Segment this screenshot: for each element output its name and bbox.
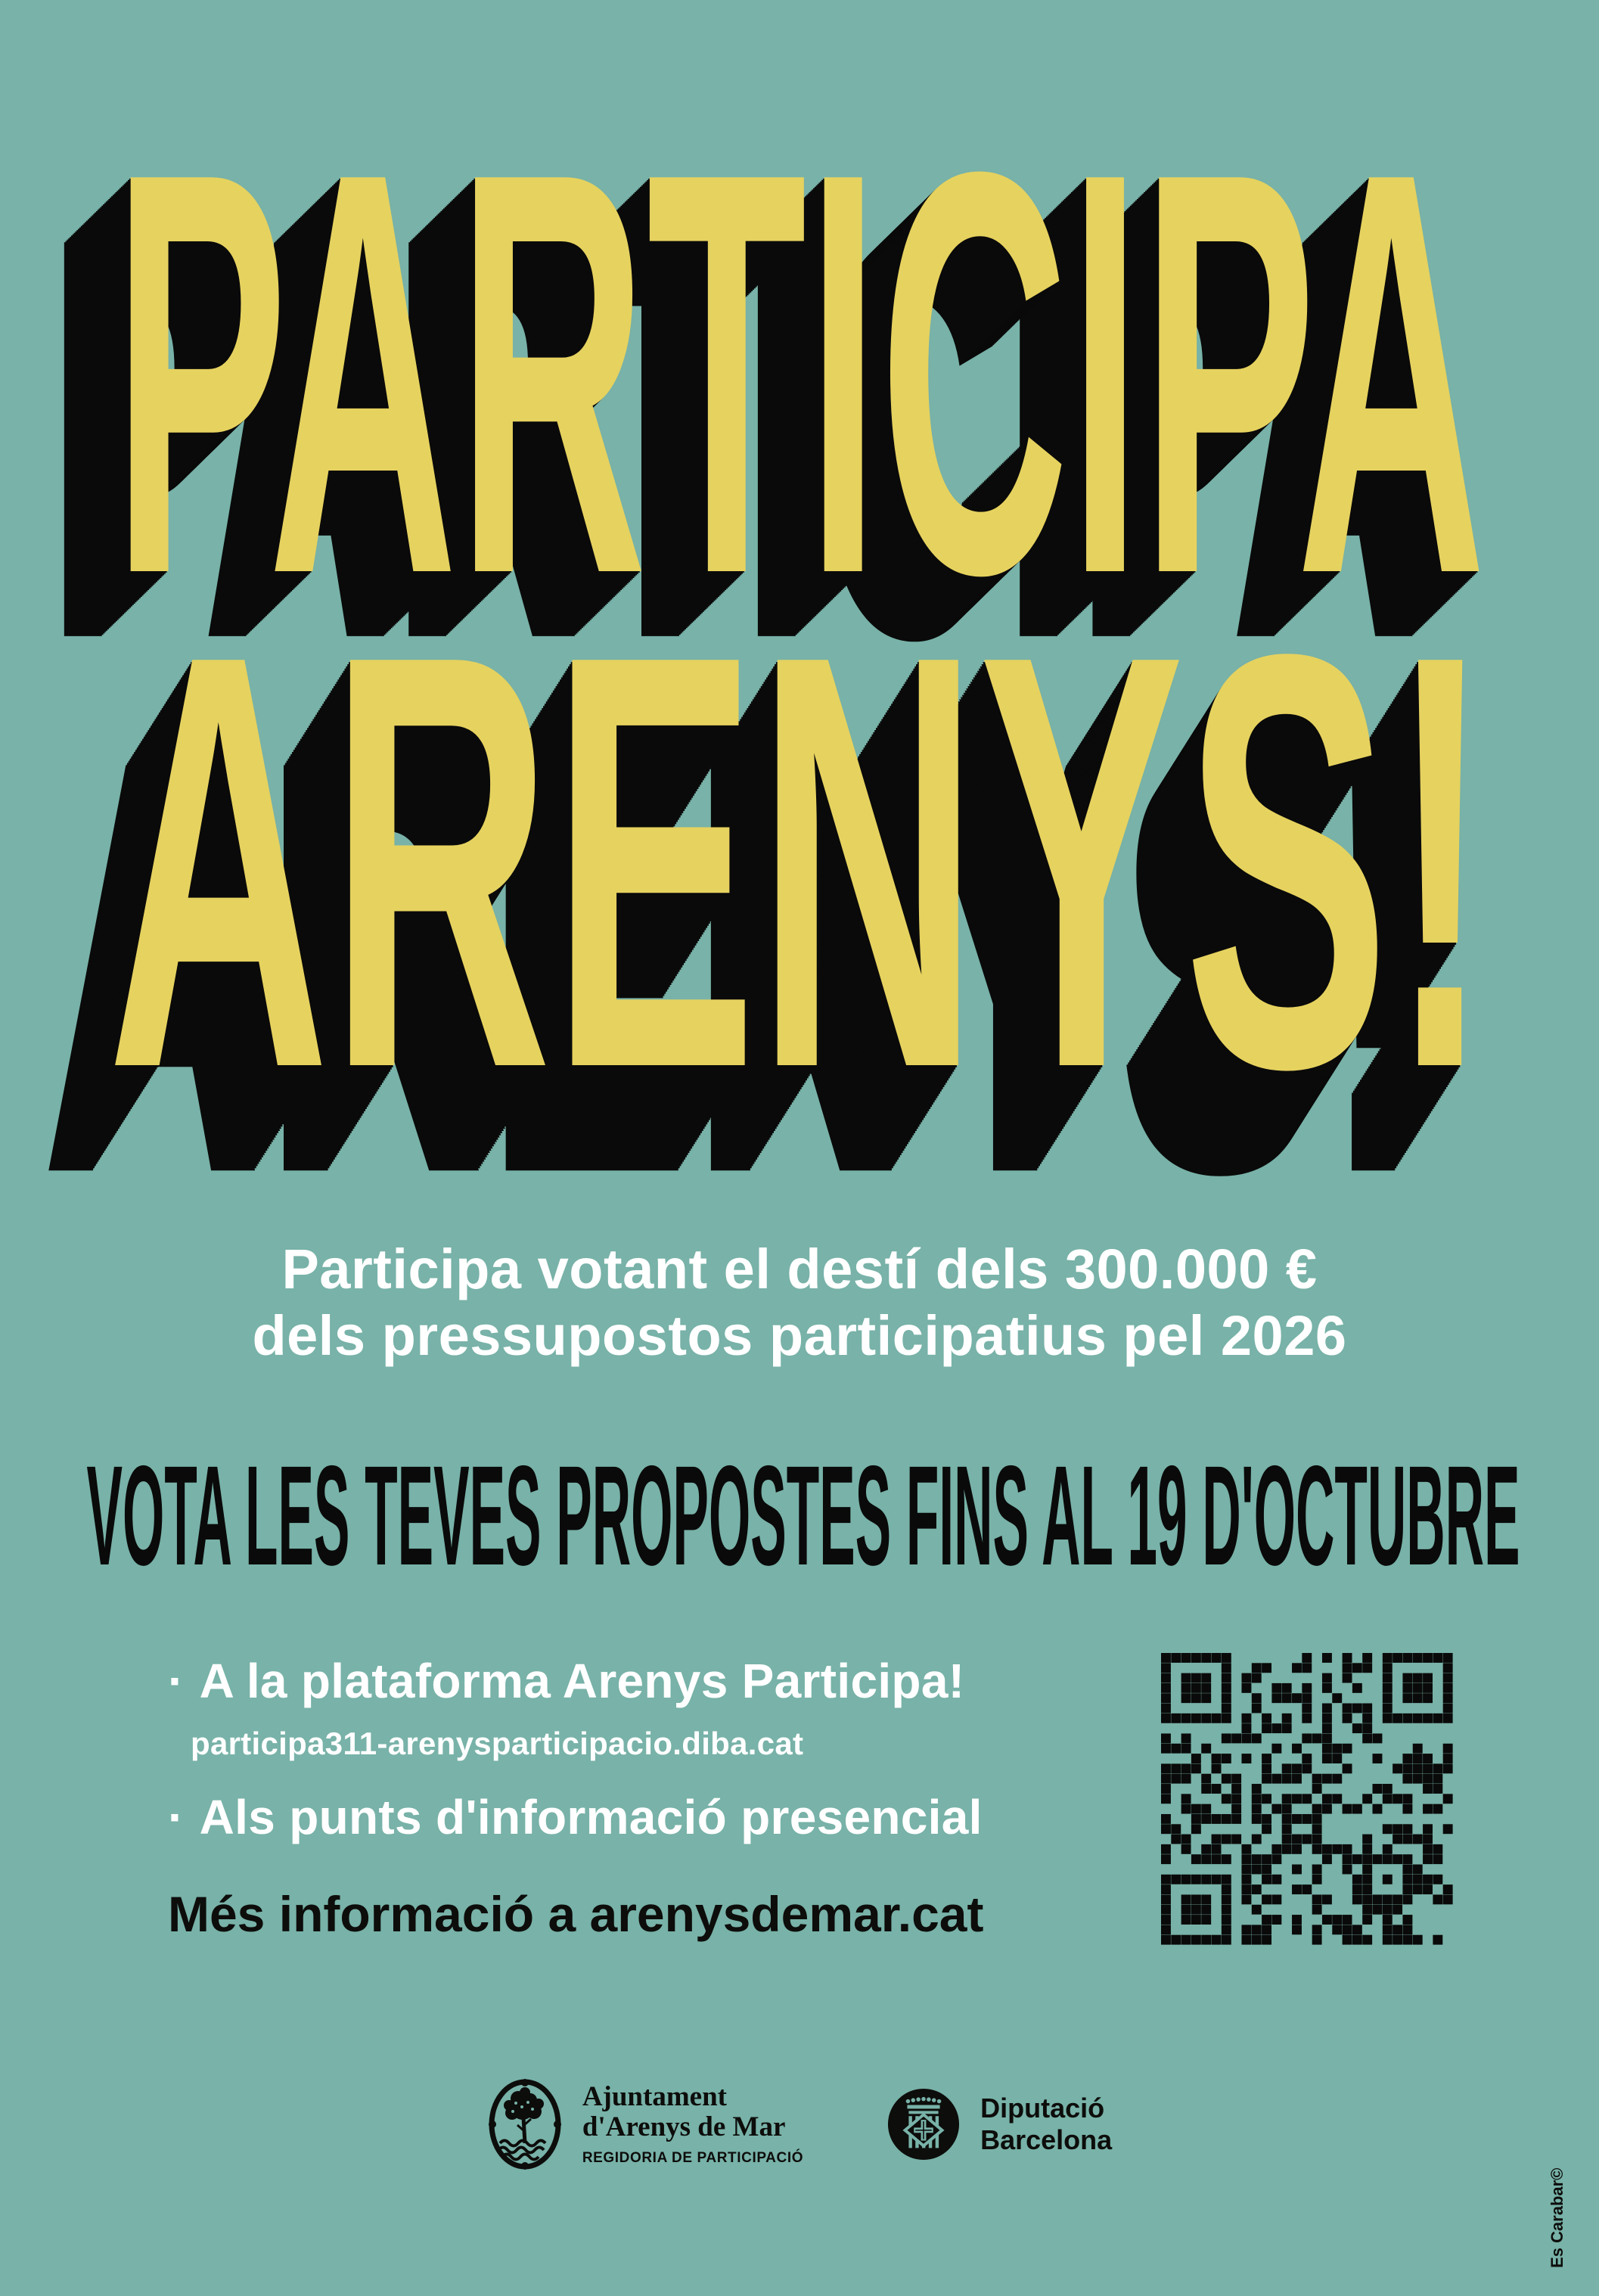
bullet-list — [168, 1651, 983, 1847]
subtitle — [0, 1236, 1599, 1369]
diputacio-name-line2: Barcelona — [980, 2124, 1113, 2155]
bullet-marker: · — [168, 1654, 185, 1708]
diputacio-name-line1: Diputació — [980, 2092, 1105, 2124]
bullet-info-points-label: Als punts d'informació presencial — [199, 1790, 983, 1844]
subtitle-line1: Participa votant el destí dels 300.000 € — [281, 1238, 1318, 1300]
headline-line2-extrusion — [41, 533, 1492, 1297]
regidoria-label: REGIDORIA DE PARTICIPACIÓ — [582, 2149, 804, 2166]
ajuntament-name-line2: d'Arenys de Mar — [582, 2111, 786, 2142]
footer-logos — [0, 2077, 1599, 2171]
diputacio-emblem-icon — [886, 2087, 961, 2161]
subtitle-line2: dels pressupostos participatius pel 2026 — [252, 1304, 1347, 1367]
more-info-line: Més informació a arenysdemar.cat — [168, 1886, 984, 1942]
ajuntament-emblem-icon — [487, 2078, 563, 2170]
diputacio-logo-text — [980, 2092, 1112, 2156]
studio-credit: Es Carabar© — [1548, 2167, 1566, 2268]
bullet-info-points — [168, 1787, 983, 1847]
ajuntament-name-line1: Ajuntament — [582, 2080, 727, 2112]
platform-url: participa311-arenysparticipacio.diba.cat — [191, 1726, 804, 1761]
bullet-platform — [168, 1651, 983, 1711]
qr-code — [1161, 1653, 1453, 1945]
bullet-platform-label: A la plataforma Arenys Participa! — [199, 1654, 965, 1708]
deadline-heading: VOTA LES TEVES PROPOSTES FINS AL 19 D'OCTUBRE — [86, 1436, 1520, 1595]
diputacio-logo — [886, 2087, 1112, 2161]
bullet-marker: · — [168, 1790, 185, 1844]
ajuntament-logo — [487, 2078, 803, 2170]
ajuntament-logo-text — [582, 2082, 803, 2167]
